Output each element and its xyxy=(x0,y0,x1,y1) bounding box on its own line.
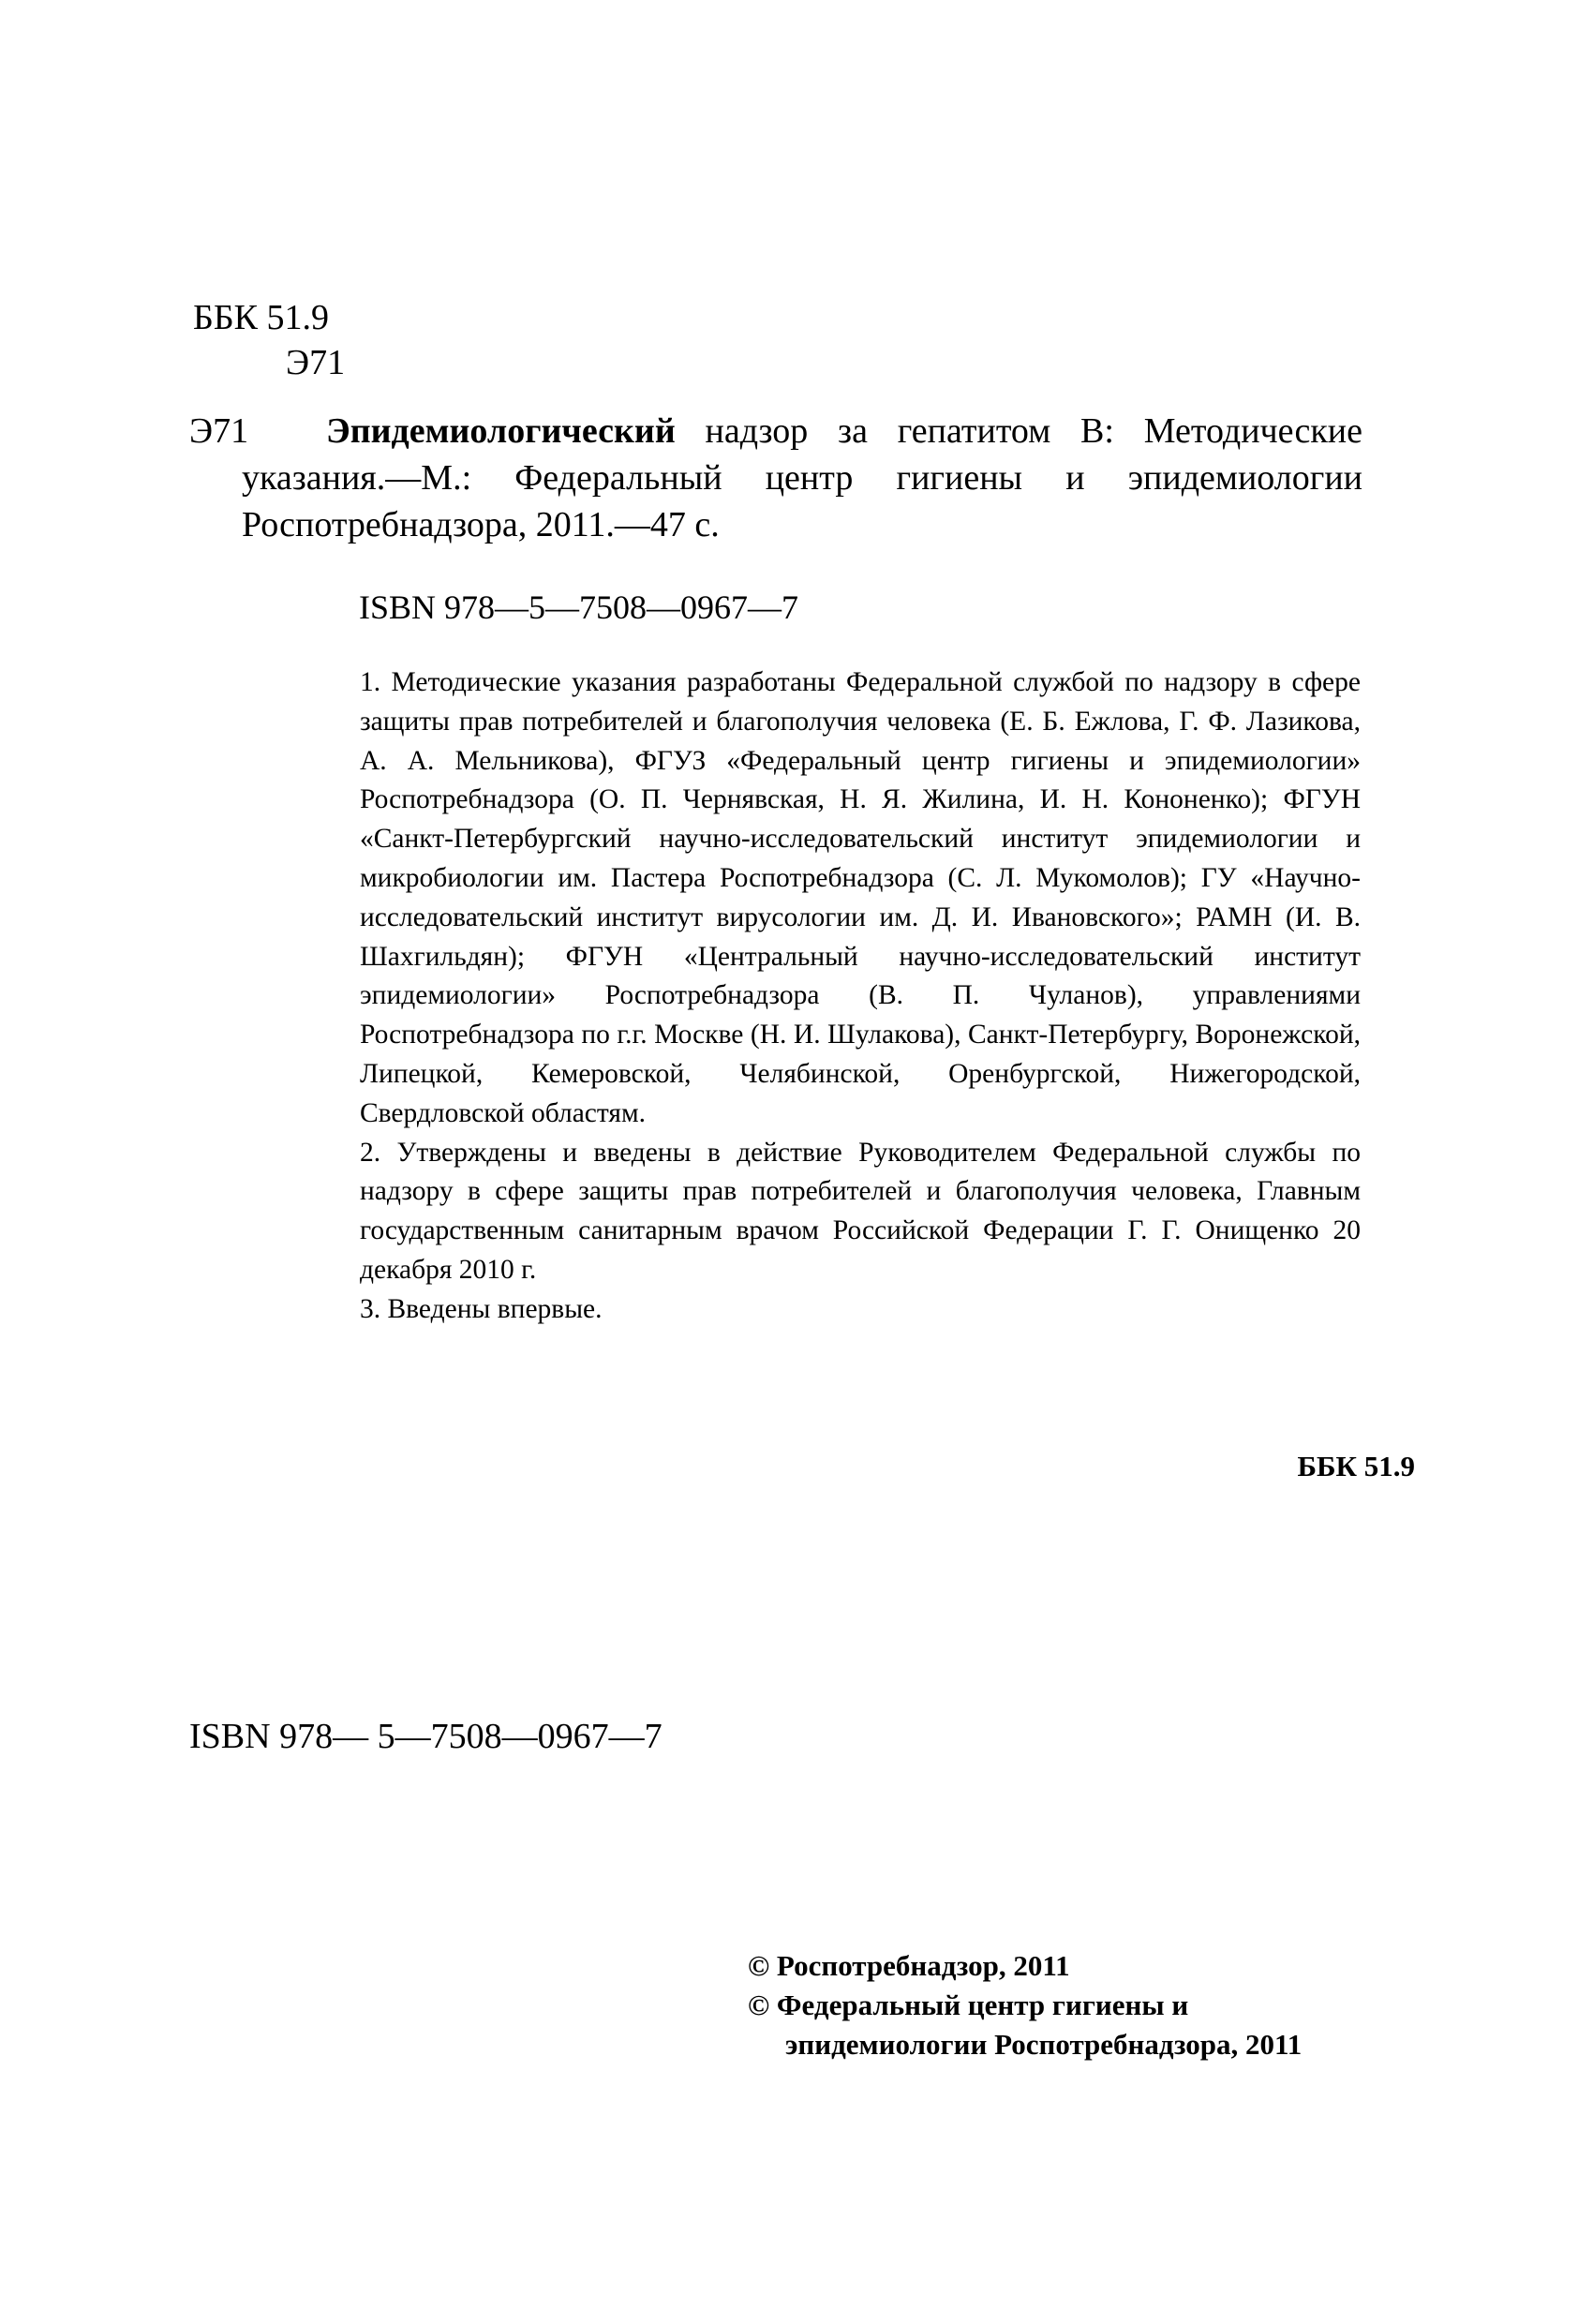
author-mark: Э71 xyxy=(286,343,346,382)
entry-author-mark: Э71 xyxy=(189,411,249,451)
bbk-classification-top: ББК 51.9 xyxy=(193,298,329,337)
note-item: 1. Методические указания разработаны Федеральной службой по надзору в сфере защиты прав потребителей и благополучия человека (Е. Б. Ежлова, Г. Ф. Лазикова, А. А. Мельникова), ФГУЗ «Федеральный центр гигиены и эпидемиологии» Роспотребнадзора (О. П. Чернявская, Н. Я. Жилина, И. Н. Кононенко); ФГУН «Санкт-Петербургский научно-исследовательский институт эпидемиологии и микробиологии им. Пастера Роспотребнадзора (С. Л. Мукомолов); ГУ «Научно-исследовательский институт вирусологии им. Д. И. Ивановского»; РАМН (И. В. Шахгильдян); ФГУН «Центральный научно-исследовательский институт эпидемиологии» Роспотребнадзора (В. П. Чуланов), управлениями Роспотребнадзора по г.г. Москве (Н. И. Шулакова), Санкт-Петербургу, Воронежской, Липецкой, Кемеровской, Челябинской, Оренбургской, Нижегородской, Свердловской областям. xyxy=(360,667,1361,1128)
note-item: 3. Введены впервые. xyxy=(360,1293,603,1324)
copyright-block xyxy=(748,1946,1302,2064)
isbn-main: ISBN 978—5—7508—0967—7 xyxy=(359,588,799,626)
copyright-line: © Федеральный центр гигиены и xyxy=(748,1989,1189,2021)
copyright-line: © Роспотребнадзор, 2011 xyxy=(748,1949,1070,1982)
note-item: 2. Утверждены и введены в действие Руководителем Федеральной службы по надзору в сфере защиты прав потребителей и благополучия человека, Главным государственным санитарным врачом Российской Федерации Г. Г. Онищенко 20 декабря 2010 г. xyxy=(360,1137,1361,1285)
notes-block xyxy=(360,663,1361,1330)
entry-title-bold: Эпидемиологический xyxy=(326,411,676,451)
bibliographic-entry xyxy=(242,408,1362,548)
entry-title-rest: надзор за гепатитом В: Методические указания.—М.: Федеральный центр гигиены и эпидемиологии Роспотребнадзора, 2011.—47 с. xyxy=(242,411,1362,544)
copyright-line: эпидемиологии Роспотребнадзора, 2011 xyxy=(785,2028,1303,2061)
isbn-bottom: ISBN 978— 5—7508—0967—7 xyxy=(189,1717,663,1756)
bbk-classification-right: ББК 51.9 xyxy=(1297,1450,1415,1482)
